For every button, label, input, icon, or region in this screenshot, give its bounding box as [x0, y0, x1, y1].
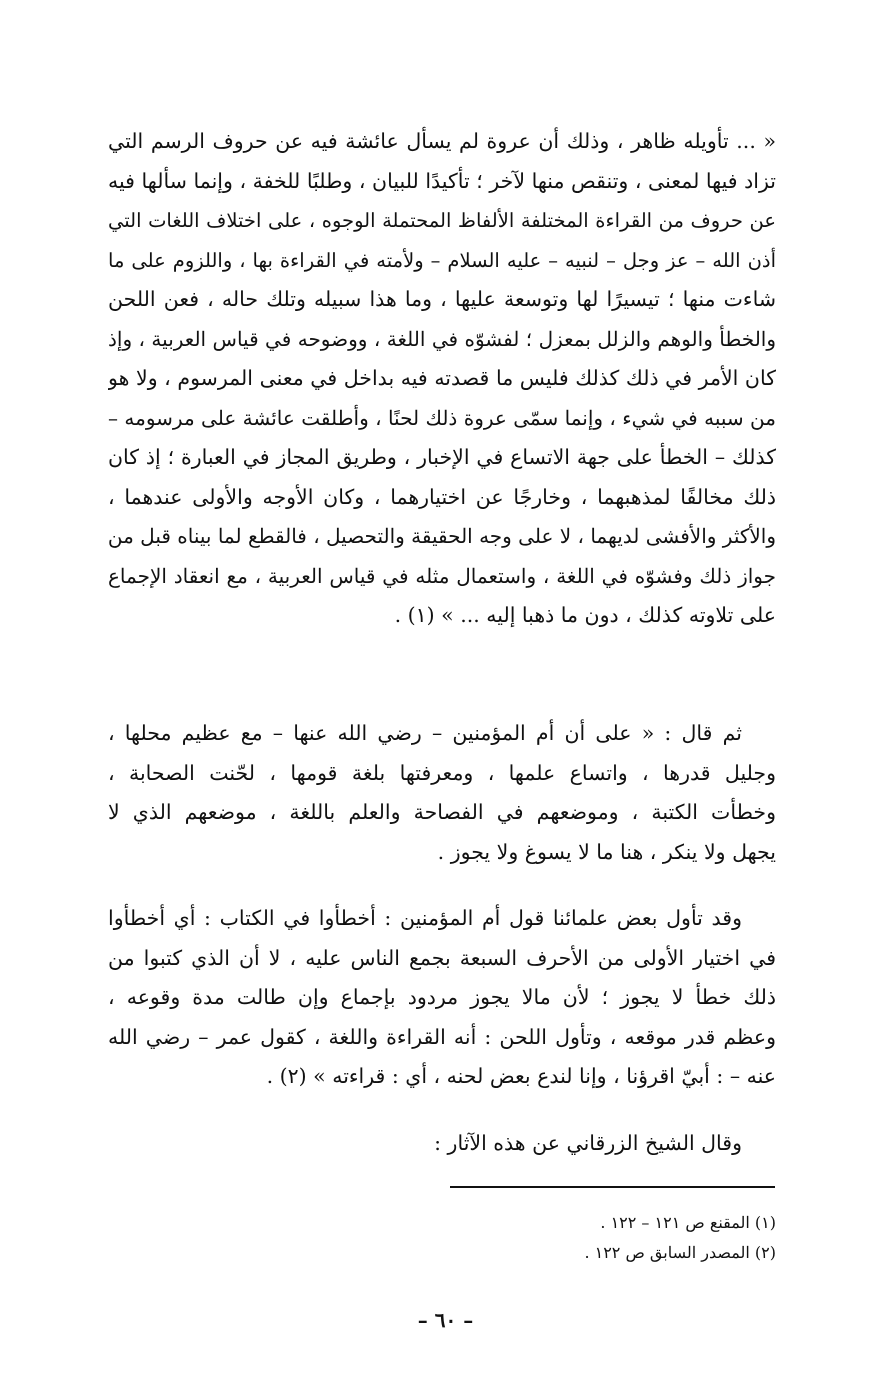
footnote-2: (٢) المصدر السابق ص ١٢٢ . [584, 1243, 776, 1262]
text-line: عن حروف من القراءة المختلفة الألفاظ المحتملة الوجوه ، على اختلاف اللغات التي [108, 209, 776, 232]
second-paragraph [108, 714, 776, 872]
text-line: أذن الله – عز وجل – لنبيه – عليه السلام – ولأمته في القراءة بها ، واللزوم على ما [108, 248, 776, 272]
text-line: وقد تأول بعض علمائنا قول أم المؤمنين : أخطأوا في الكتاب : أي أخطأوا [108, 906, 742, 930]
text-line: على تلاوته كذلك ، دون ما ذهبا إليه ... » (١) . [394, 603, 776, 627]
page-number: – ٦٠ – [417, 1308, 474, 1332]
text-line: كذلك – الخطأ على جهة الاتساع في الإخبار ، وطريق المجاز في العبارة ؛ إذ كان [108, 445, 776, 469]
quoted-paragraph [108, 122, 776, 636]
text-line: عنه – : أبيّ اقرؤنا ، وإنا لندع بعض لحنه ، أي : قراءته » (٢) . [266, 1064, 776, 1088]
text-line: وخطأت الكتبة ، وموضعهم في الفصاحة والعلم باللغة ، موضعهم الذي لا [108, 800, 776, 824]
fourth-paragraph [108, 1124, 776, 1164]
footnotes [108, 1208, 776, 1268]
text-line: يجهل ولا ينكر ، هنا ما لا يسوغ ولا يجوز . [437, 839, 776, 864]
text-line: والأكثر والأفشى لديهما ، لا على وجه الحقيقة والتحصيل ، فالقطع لما بيناه قبل من [108, 524, 776, 548]
text-line: جواز ذلك وفشوّه في اللغة ، واستعمال مثله في قياس العربية ، مع انعقاد الإجماع [108, 563, 776, 588]
text-line: في اختيار الأولى من الأحرف السبعة بجمع الناس عليه ، لا أن الذي كتبوا من [108, 945, 776, 970]
text-line: والخطأ والوهم والزلل بمعزل ؛ لفشوّه في اللغة ، ووضوحه في قياس العربية ، وإذ [108, 326, 776, 351]
text-line: وعظم قدر موقعه ، وتأول اللحن : أنه القراءة واللغة ، كقول عمر – رضي الله [108, 1024, 776, 1049]
text-line: من سببه في شيء ، وإنما سمّى عروة ذلك لحنًا ، وأطلقت عائشة على مرسومه – [108, 405, 776, 430]
third-paragraph [108, 899, 776, 1097]
text-line: ذلك خطأ لا يجوز ؛ لأن مالا يجوز مردود بإجماع وإن طالت مدة وقوعه ، [108, 985, 776, 1009]
text-line: شاءت منها ؛ تيسيرًا لها وتوسعة عليها ، وما هذا سبيله وتلك حاله ، فعن اللحن [108, 287, 776, 311]
text-line: ثم قال : « على أن أم المؤمنين – رضي الله عنها – مع عظيم محلها ، [108, 721, 742, 745]
text-line: ذلك مخالفًا لمذهبهما ، وخارجًا عن اختيارهما ، وكان الأوجه والأولى عندهما ، [108, 484, 776, 509]
text-line: « ... تأويله ظاهر ، وذلك أن عروة لم يسأل عائشة فيه عن حروف الرسم التي [108, 129, 776, 153]
footnote-divider [450, 1186, 775, 1188]
text-line: وقال الشيخ الزرقاني عن هذه الآثار : [434, 1131, 742, 1155]
text-line: تزاد فيها لمعنى ، وتنقص منها لآخر ؛ تأكيدًا للبيان ، وطلبًا للخفة ، وإنما سألها فيه [108, 168, 776, 193]
text-line: كان الأمر في ذلك كذلك فليس ما قصدته فيه بداخل في معنى المرسوم ، ولا هو [108, 366, 776, 390]
text-line: وجليل قدرها ، واتساع علمها ، ومعرفتها بلغة قومها ، لحّنت الصحابة ، [108, 760, 776, 785]
footnote-1: (١) المقنع ص ١٢١ – ١٢٢ . [600, 1213, 776, 1232]
